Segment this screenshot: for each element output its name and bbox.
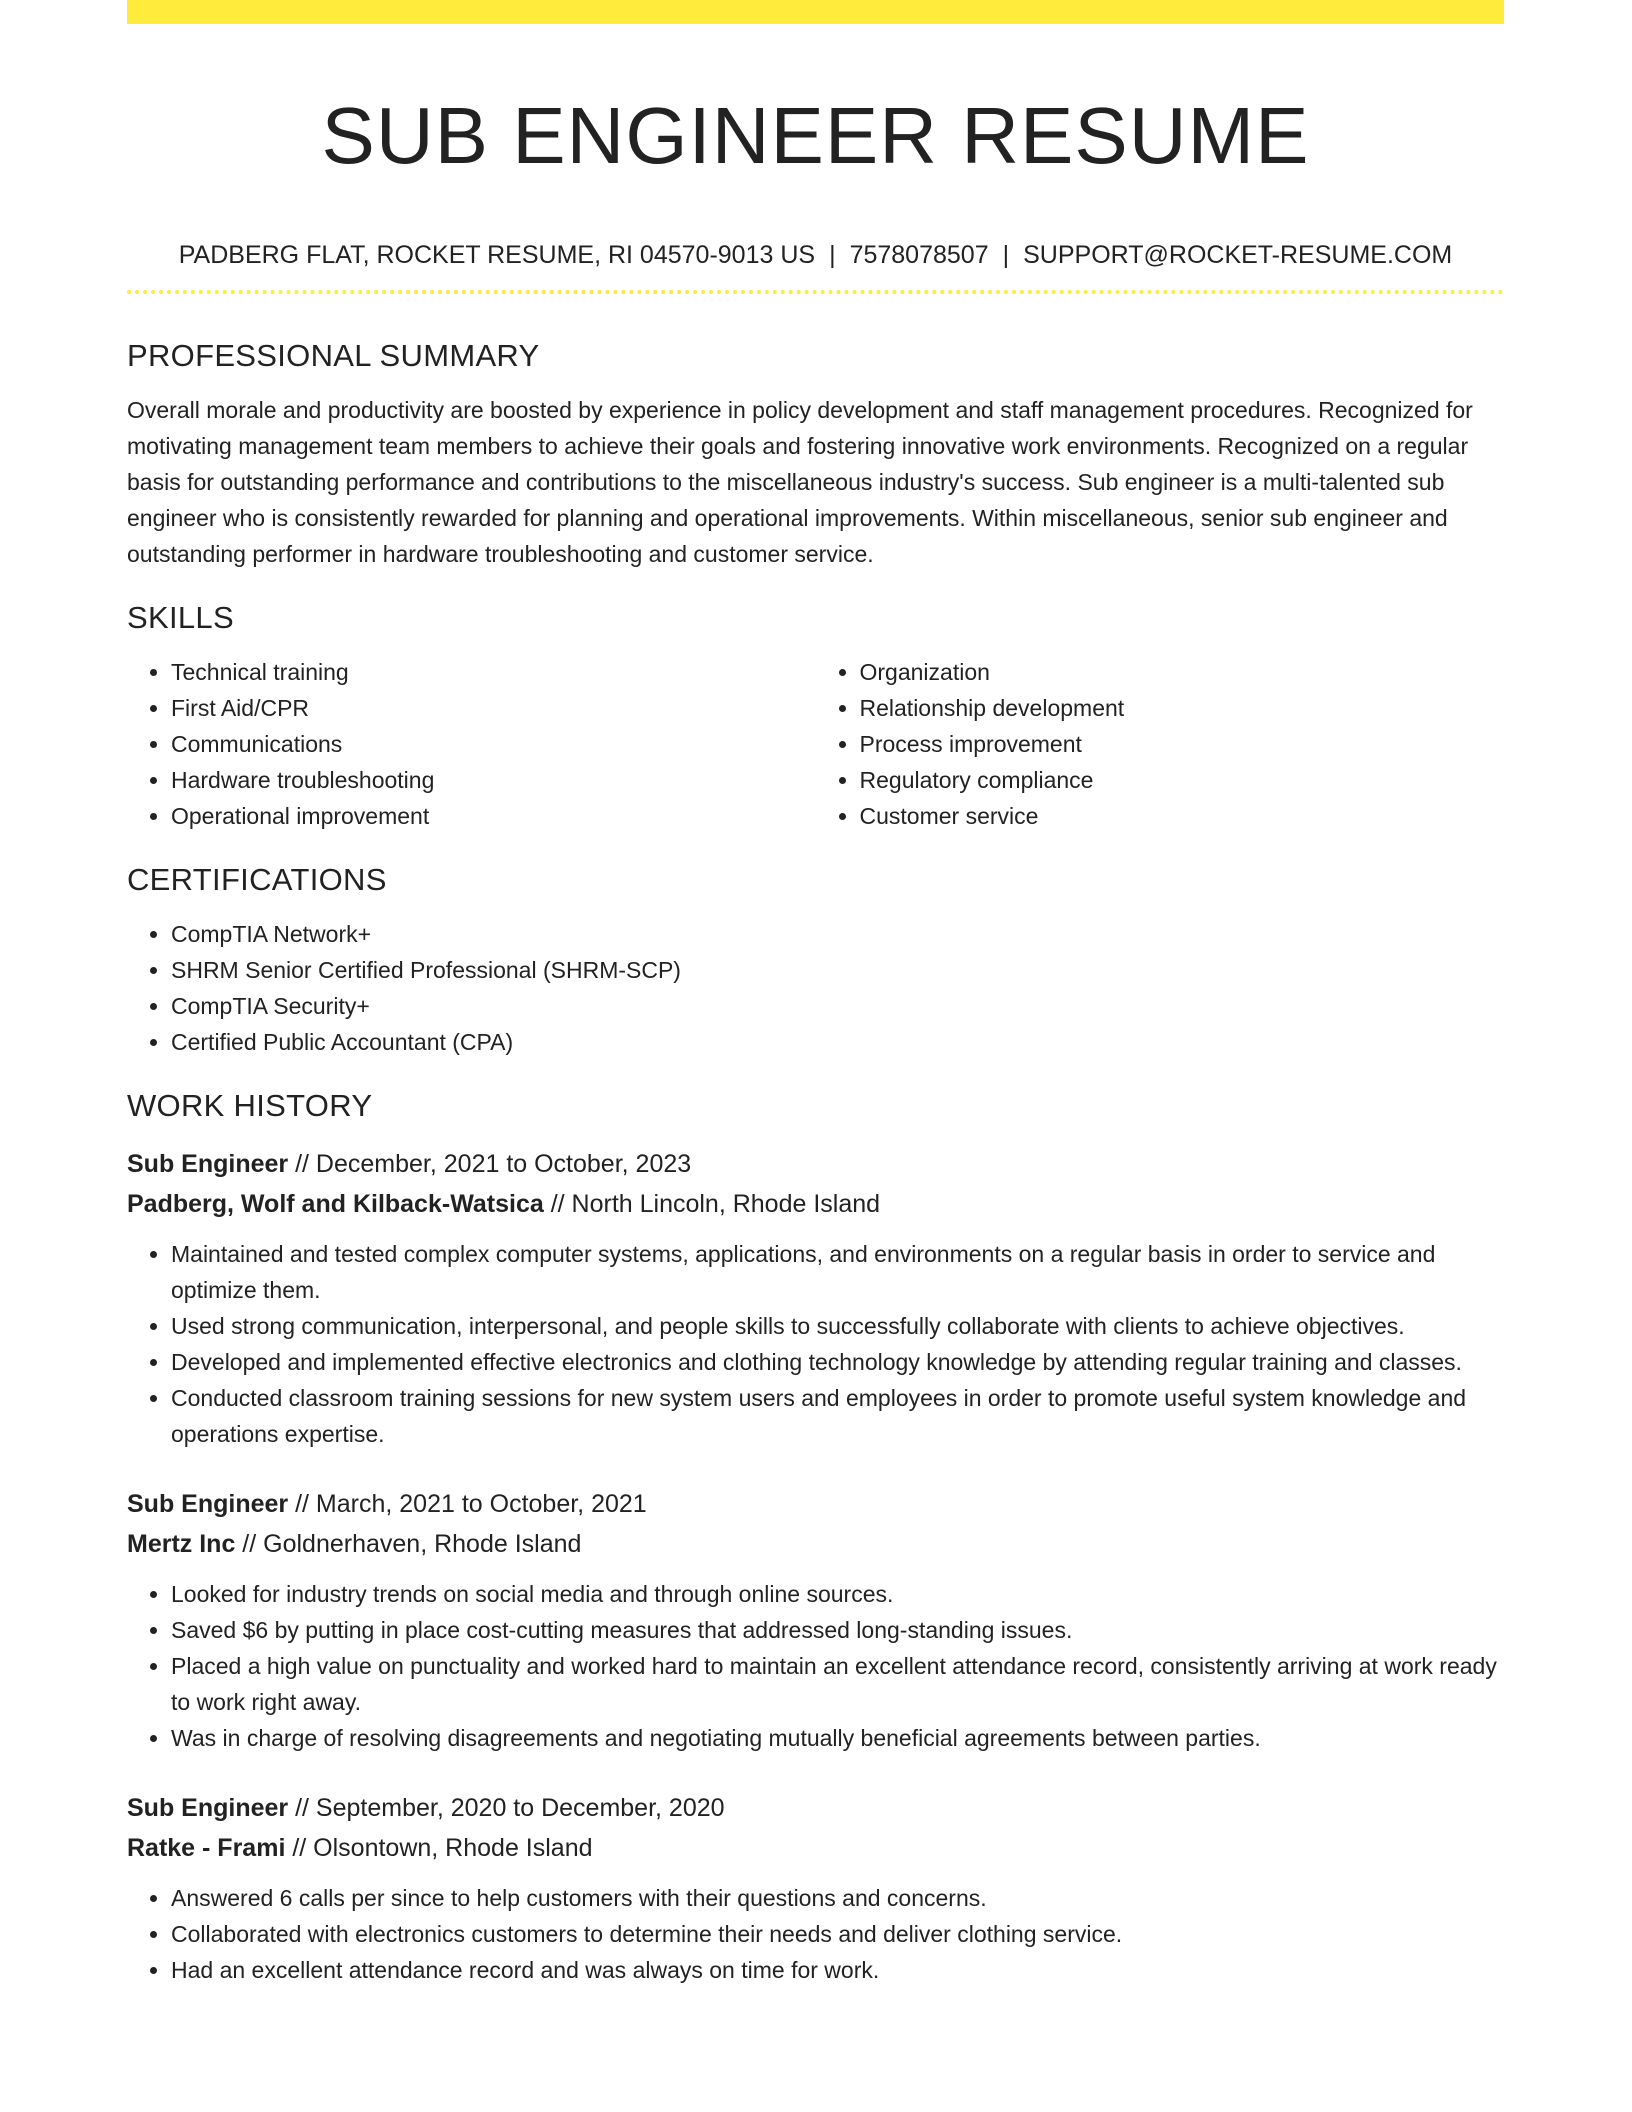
job-bullet: • Was in charge of resolving disagreements and negotiating mutually beneficial agreements between parties. <box>171 1720 1504 1756</box>
job-entry <box>127 1788 1504 1988</box>
skill-item: • Customer service <box>860 798 1505 834</box>
job-title-line <box>127 1788 1504 1828</box>
resume-page <box>127 0 1504 1988</box>
job-title: Sub Engineer <box>127 1794 289 1822</box>
job-title-line <box>127 1484 1504 1524</box>
skill-item: • Relationship development <box>860 690 1505 726</box>
certifications-list <box>127 916 1504 1060</box>
certification-item: • SHRM Senior Certified Professional (SHRM-SCP) <box>171 952 1504 988</box>
contact-line <box>127 238 1504 272</box>
job-company-line <box>127 1524 1504 1564</box>
summary-text: Overall morale and productivity are boosted by experience in policy development and staff management procedures. Recognized for motivating management team members to achieve their goals and fostering innovative work environments. Recognized on a regular basis for outstanding performance and contributions to the miscellaneous industry's success. Sub engineer is a multi-talented sub engineer who is consistently rewarded for planning and operational improvements. Within miscellaneous, senior sub engineer and outstanding performer in hardware troubleshooting and customer service. <box>127 397 1473 567</box>
skill-item: • Regulatory compliance <box>860 762 1505 798</box>
contact-separator: | <box>1002 241 1010 269</box>
job-dates: // December, 2021 to October, 2023 <box>288 1150 692 1178</box>
job-bullet: • Placed a high value on punctuality and worked hard to maintain an excellent attendance record, consistently arriving at work ready to work right away. <box>171 1648 1504 1720</box>
dotted-divider <box>127 290 1504 294</box>
skill-item: • Organization <box>860 654 1505 690</box>
job-company-line <box>127 1828 1504 1868</box>
job-bullet: • Maintained and tested complex computer systems, applications, and environments on a regular basis in order to service and optimize them. <box>171 1236 1504 1308</box>
skills-list-left <box>127 654 816 834</box>
job-bullet: • Looked for industry trends on social media and through online sources. <box>171 1576 1504 1612</box>
job-bullet: • Used strong communication, interpersonal, and people skills to successfully collaborate with clients to achieve objectives. <box>171 1308 1504 1344</box>
accent-bar <box>127 0 1504 24</box>
job-title-line <box>127 1144 1504 1184</box>
job-bullet: • Answered 6 calls per since to help customers with their questions and concerns. <box>171 1880 1504 1916</box>
skill-item: • Process improvement <box>860 726 1505 762</box>
skill-item: • Operational improvement <box>171 798 816 834</box>
address: PADBERG FLAT, ROCKET RESUME, RI 04570-9013 US <box>178 241 816 269</box>
job-bullets <box>127 1880 1504 1988</box>
section-title-work-history: WORK HISTORY <box>127 1088 373 1123</box>
company-name: Ratke - Frami <box>127 1834 286 1862</box>
company-name: Padberg, Wolf and Kilback-Watsica <box>127 1190 544 1218</box>
skill-item: • Hardware troubleshooting <box>171 762 816 798</box>
company-name: Mertz Inc <box>127 1530 236 1558</box>
job-bullets <box>127 1576 1504 1756</box>
job-bullet: • Developed and implemented effective electronics and clothing technology knowledge by attending regular training and classes. <box>171 1344 1504 1380</box>
job-dates: // March, 2021 to October, 2021 <box>288 1490 647 1518</box>
job-location: // Goldnerhaven, Rhode Island <box>235 1530 582 1558</box>
job-location: // North Lincoln, Rhode Island <box>543 1190 881 1218</box>
skill-item: • Communications <box>171 726 816 762</box>
certification-item: • Certified Public Accountant (CPA) <box>171 1024 1504 1060</box>
job-entry <box>127 1484 1504 1756</box>
job-title: Sub Engineer <box>127 1490 289 1518</box>
job-bullets <box>127 1236 1504 1452</box>
section-title-skills: SKILLS <box>127 600 234 635</box>
job-bullet: • Conducted classroom training sessions for new system users and employees in order to promote useful system knowledge and operations expertise. <box>171 1380 1504 1452</box>
job-bullet: • Collaborated with electronics customers to determine their needs and deliver clothing service. <box>171 1916 1504 1952</box>
skill-item: • Technical training <box>171 654 816 690</box>
job-location: // Olsontown, Rhode Island <box>285 1834 593 1862</box>
certification-item: • CompTIA Network+ <box>171 916 1504 952</box>
skills-grid <box>127 654 1504 834</box>
skills-list-right <box>816 654 1505 834</box>
contact-separator: | <box>829 241 836 269</box>
email: SUPPORT@ROCKET-RESUME.COM <box>1023 241 1453 269</box>
job-bullet: • Saved $6 by putting in place cost-cutting measures that addressed long-standing issues. <box>171 1612 1504 1648</box>
section-title-summary: PROFESSIONAL SUMMARY <box>127 338 540 373</box>
job-dates: // September, 2020 to December, 2020 <box>288 1794 725 1822</box>
job-entry <box>127 1144 1504 1452</box>
phone: 7578078507 <box>849 241 989 269</box>
section-title-certifications: CERTIFICATIONS <box>127 862 387 897</box>
skill-item: • First Aid/CPR <box>171 690 816 726</box>
job-bullet: • Had an excellent attendance record and was always on time for work. <box>171 1952 1504 1988</box>
job-title: Sub Engineer <box>127 1150 289 1178</box>
job-company-line <box>127 1184 1504 1224</box>
certification-item: • CompTIA Security+ <box>171 988 1504 1024</box>
resume-title: SUB ENGINEER RESUME <box>321 91 1310 180</box>
